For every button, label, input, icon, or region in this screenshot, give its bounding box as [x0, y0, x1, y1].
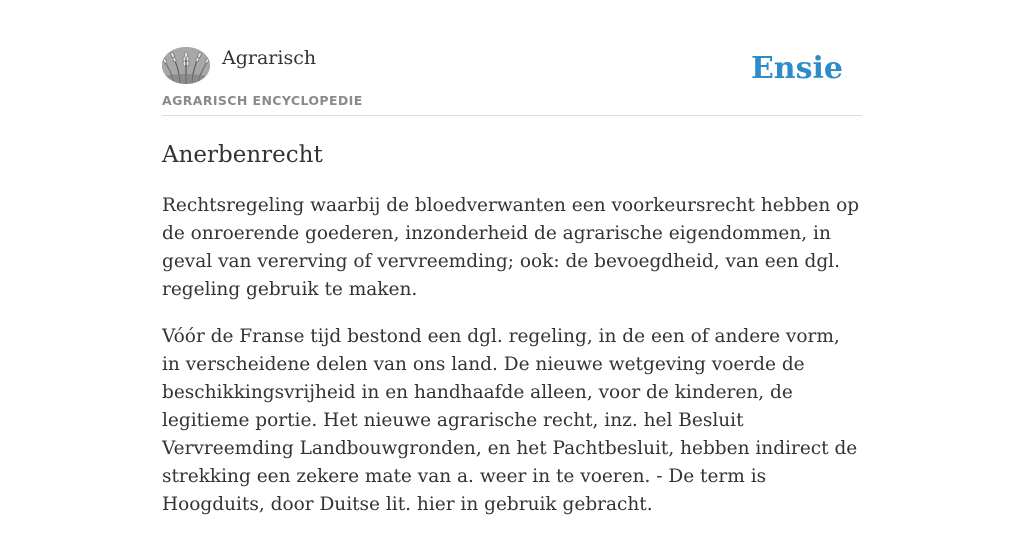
article-title: Anerbenrecht — [162, 142, 323, 168]
site-header — [162, 0, 862, 116]
site-name-link[interactable]: Agrarisch — [222, 47, 317, 69]
article-body — [162, 192, 862, 538]
site-subtitle: AGRARISCH ENCYCLOPEDIE — [162, 93, 363, 108]
page — [162, 0, 862, 515]
article-paragraph-1: Rechtsregeling waarbij de bloedverwanten een voorkeursrecht hebben op de onroerende goederen, inzonderheid de agrarische eigendommen, in geval van vererving of vervreemding; ook: de bevoegdheid, van een dgl. regeling gebruik te maken. — [162, 195, 860, 300]
article-paragraph-2: Vóór de Franse tijd bestond een dgl. regeling, in de een of andere vorm, in verscheidene delen van ons land. De nieuwe wetgeving voerde de beschikkingsvrijheid in en handhaafde alleen, voor de kinderen, de legitieme portie. Het nieuwe agrarische recht, inz. hel Besluit Vervreemding Landbouwgronden, en het Pachtbesluit, hebben indirect de strekking een zekere mate van a. weer in te voeren. - De term is Hoogduits, door Duitse lit. hier in gebruik gebracht. — [162, 326, 858, 515]
wheat-grain-icon[interactable] — [162, 47, 210, 84]
ensie-brand-link[interactable]: Ensie — [750, 51, 843, 86]
